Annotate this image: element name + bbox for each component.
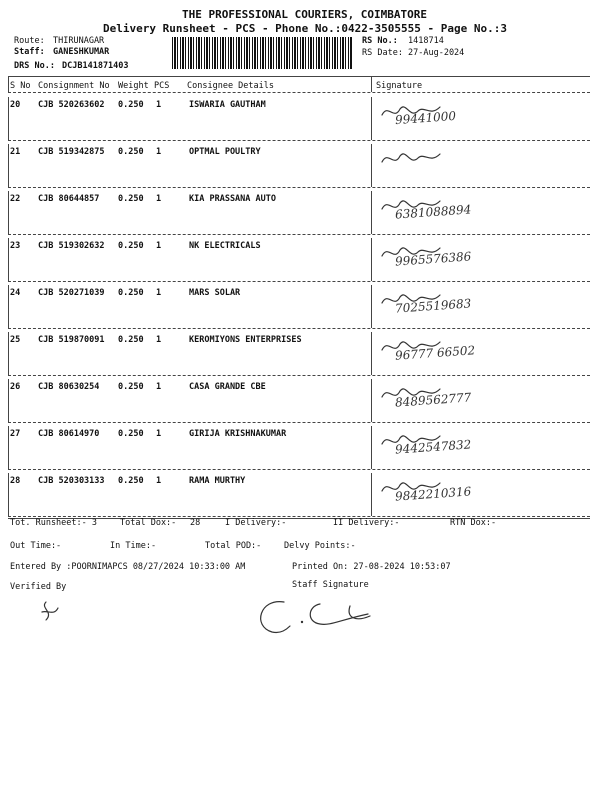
i-delivery: I Delivery:- bbox=[225, 518, 287, 528]
row-divider bbox=[8, 281, 590, 282]
cell-sno: 21 bbox=[10, 147, 21, 157]
column-divider bbox=[8, 238, 9, 281]
signature-phone-note: 96777 66502 bbox=[394, 343, 476, 363]
cell-consignment: CJB 520271039 bbox=[38, 288, 105, 298]
cell-consignee: OPTMAL POULTRY bbox=[189, 147, 261, 157]
cell-consignment: CJB 80630254 bbox=[38, 382, 100, 392]
signature-phone-note: 9442547832 bbox=[394, 437, 472, 457]
drs-label: DRS No.: bbox=[14, 61, 55, 71]
cell-weight: 0.250 bbox=[118, 194, 144, 204]
cell-consignment: CJB 519342875 bbox=[38, 147, 105, 157]
company-title: THE PROFESSIONAL COURIERS, COIMBATORE bbox=[182, 8, 428, 21]
signature-phone-note: 99441000 bbox=[394, 108, 457, 128]
route-label: Route: bbox=[14, 36, 45, 46]
column-divider bbox=[8, 144, 9, 187]
col-header-consignee: Consignee Details bbox=[187, 81, 274, 91]
signature-phone-note: 8489562777 bbox=[394, 390, 472, 410]
rs-no-label: RS No.: bbox=[362, 36, 398, 46]
column-divider bbox=[371, 285, 372, 328]
cell-weight: 0.250 bbox=[118, 382, 144, 392]
cell-consignee: ISWARIA GAUTHAM bbox=[189, 100, 266, 110]
cell-pcs: 1 bbox=[156, 288, 162, 298]
total-dox-label: Total Dox:- bbox=[120, 518, 177, 528]
staff-label: Staff: bbox=[14, 47, 45, 57]
col-header-weight: Weight bbox=[118, 81, 149, 91]
route-value: THIRUNAGAR bbox=[53, 36, 105, 46]
verified-by-signature bbox=[36, 598, 66, 628]
signature-phone-note: 9842210316 bbox=[394, 484, 472, 504]
total-pod: Total POD:- bbox=[205, 541, 262, 551]
signature-phone-note: 7025519683 bbox=[394, 296, 472, 316]
signature-scribble bbox=[378, 242, 448, 264]
cell-consignee: KEROMIYONS ENTERPRISES bbox=[189, 335, 302, 345]
table-left-edge bbox=[8, 76, 9, 92]
row-divider bbox=[8, 187, 590, 188]
column-divider bbox=[8, 285, 9, 328]
cell-weight: 0.250 bbox=[118, 476, 144, 486]
rs-date-label: RS Date: bbox=[362, 48, 403, 58]
tot-runsheet: Tot. Runsheet:- 3 bbox=[10, 518, 97, 528]
cell-consignee: GIRIJA KRISHNAKUMAR bbox=[189, 429, 287, 439]
signature-scribble bbox=[378, 101, 448, 123]
column-divider bbox=[371, 191, 372, 234]
drs-value: DCJB141871403 bbox=[62, 61, 129, 71]
out-time: Out Time:- bbox=[10, 541, 62, 551]
col-header-sno: S No bbox=[10, 81, 31, 91]
cell-weight: 0.250 bbox=[118, 335, 144, 345]
signature-phone-note: 9965576386 bbox=[394, 249, 472, 269]
cell-sno: 23 bbox=[10, 241, 21, 251]
row-divider bbox=[8, 422, 590, 423]
cell-pcs: 1 bbox=[156, 382, 162, 392]
signature-scribble bbox=[378, 148, 448, 170]
printed-on: Printed On: 27-08-2024 10:53:07 bbox=[292, 562, 451, 572]
staff-value: GANESHKUMAR bbox=[53, 47, 110, 57]
runsheet-subtitle: Delivery Runsheet - PCS - Phone No.:0422-3505555 - Page No.:3 bbox=[103, 22, 507, 35]
delvy-points: Delvy Points:- bbox=[284, 541, 356, 551]
column-divider bbox=[371, 332, 372, 375]
signature-scribble bbox=[378, 195, 448, 217]
row-divider bbox=[8, 516, 590, 517]
cell-weight: 0.250 bbox=[118, 147, 144, 157]
cell-sno: 25 bbox=[10, 335, 21, 345]
staff-signature-label: Staff Signature bbox=[292, 580, 369, 590]
cell-consignment: CJB 80644857 bbox=[38, 194, 100, 204]
signature-column-divider bbox=[371, 76, 372, 92]
column-divider bbox=[8, 473, 9, 516]
row-divider bbox=[8, 234, 590, 235]
verified-by: Verified By bbox=[10, 582, 67, 592]
total-dox-value: 28 bbox=[190, 518, 201, 528]
cell-consignee: KIA PRASSANA AUTO bbox=[189, 194, 276, 204]
cell-weight: 0.250 bbox=[118, 429, 144, 439]
row-divider bbox=[8, 375, 590, 376]
cell-consignment: CJB 520263602 bbox=[38, 100, 105, 110]
cell-sno: 24 bbox=[10, 288, 21, 298]
entered-by: Entered By :POORNIMAPCS 08/27/2024 10:33:00 AM bbox=[10, 562, 246, 572]
signature-scribble bbox=[378, 383, 448, 405]
col-header-consignment: Consignment No bbox=[38, 81, 110, 91]
cell-weight: 0.250 bbox=[118, 241, 144, 251]
column-divider bbox=[371, 238, 372, 281]
col-header-signature: Signature bbox=[376, 81, 423, 91]
ii-delivery: II Delivery:- bbox=[333, 518, 400, 528]
cell-consignment: CJB 80614970 bbox=[38, 429, 100, 439]
cell-pcs: 1 bbox=[156, 100, 162, 110]
column-divider bbox=[371, 97, 372, 140]
signature-scribble bbox=[378, 430, 448, 452]
cell-consignee: RAMA MURTHY bbox=[189, 476, 246, 486]
column-divider bbox=[371, 426, 372, 469]
row-divider bbox=[8, 469, 590, 470]
column-divider bbox=[8, 426, 9, 469]
cell-sno: 27 bbox=[10, 429, 21, 439]
cell-consignee: CASA GRANDE CBE bbox=[189, 382, 266, 392]
cell-pcs: 1 bbox=[156, 147, 162, 157]
cell-pcs: 1 bbox=[156, 476, 162, 486]
cell-pcs: 1 bbox=[156, 429, 162, 439]
signature-phone-note: 6381088894 bbox=[394, 202, 472, 222]
cell-consignment: CJB 519870091 bbox=[38, 335, 105, 345]
row-divider bbox=[8, 328, 590, 329]
column-divider bbox=[8, 191, 9, 234]
column-divider bbox=[8, 97, 9, 140]
rs-date-value: 27-Aug-2024 bbox=[408, 48, 465, 58]
staff-signature-mark bbox=[250, 592, 400, 642]
signature-scribble bbox=[378, 289, 448, 311]
cell-pcs: 1 bbox=[156, 335, 162, 345]
column-divider bbox=[8, 379, 9, 422]
rs-no-value: 1418714 bbox=[408, 36, 444, 46]
cell-sno: 22 bbox=[10, 194, 21, 204]
cell-weight: 0.250 bbox=[118, 288, 144, 298]
cell-consignment: CJB 520303133 bbox=[38, 476, 105, 486]
cell-consignee: MARS SOLAR bbox=[189, 288, 241, 298]
cell-consignment: CJB 519302632 bbox=[38, 241, 105, 251]
table-top-rule bbox=[8, 76, 590, 77]
signature-scribble bbox=[378, 336, 448, 358]
col-header-pcs: PCS bbox=[154, 81, 170, 91]
column-divider bbox=[371, 473, 372, 516]
rtn-dox: RTN Dox:- bbox=[450, 518, 497, 528]
barcode bbox=[172, 37, 352, 69]
signature-scribble bbox=[378, 477, 448, 499]
cell-sno: 20 bbox=[10, 100, 21, 110]
column-divider bbox=[371, 144, 372, 187]
table-header-rule bbox=[8, 92, 590, 93]
cell-weight: 0.250 bbox=[118, 100, 144, 110]
column-divider bbox=[371, 379, 372, 422]
cell-sno: 26 bbox=[10, 382, 21, 392]
cell-consignee: NK ELECTRICALS bbox=[189, 241, 261, 251]
in-time: In Time:- bbox=[110, 541, 157, 551]
cell-pcs: 1 bbox=[156, 194, 162, 204]
cell-sno: 28 bbox=[10, 476, 21, 486]
row-divider bbox=[8, 140, 590, 141]
column-divider bbox=[8, 332, 9, 375]
cell-pcs: 1 bbox=[156, 241, 162, 251]
